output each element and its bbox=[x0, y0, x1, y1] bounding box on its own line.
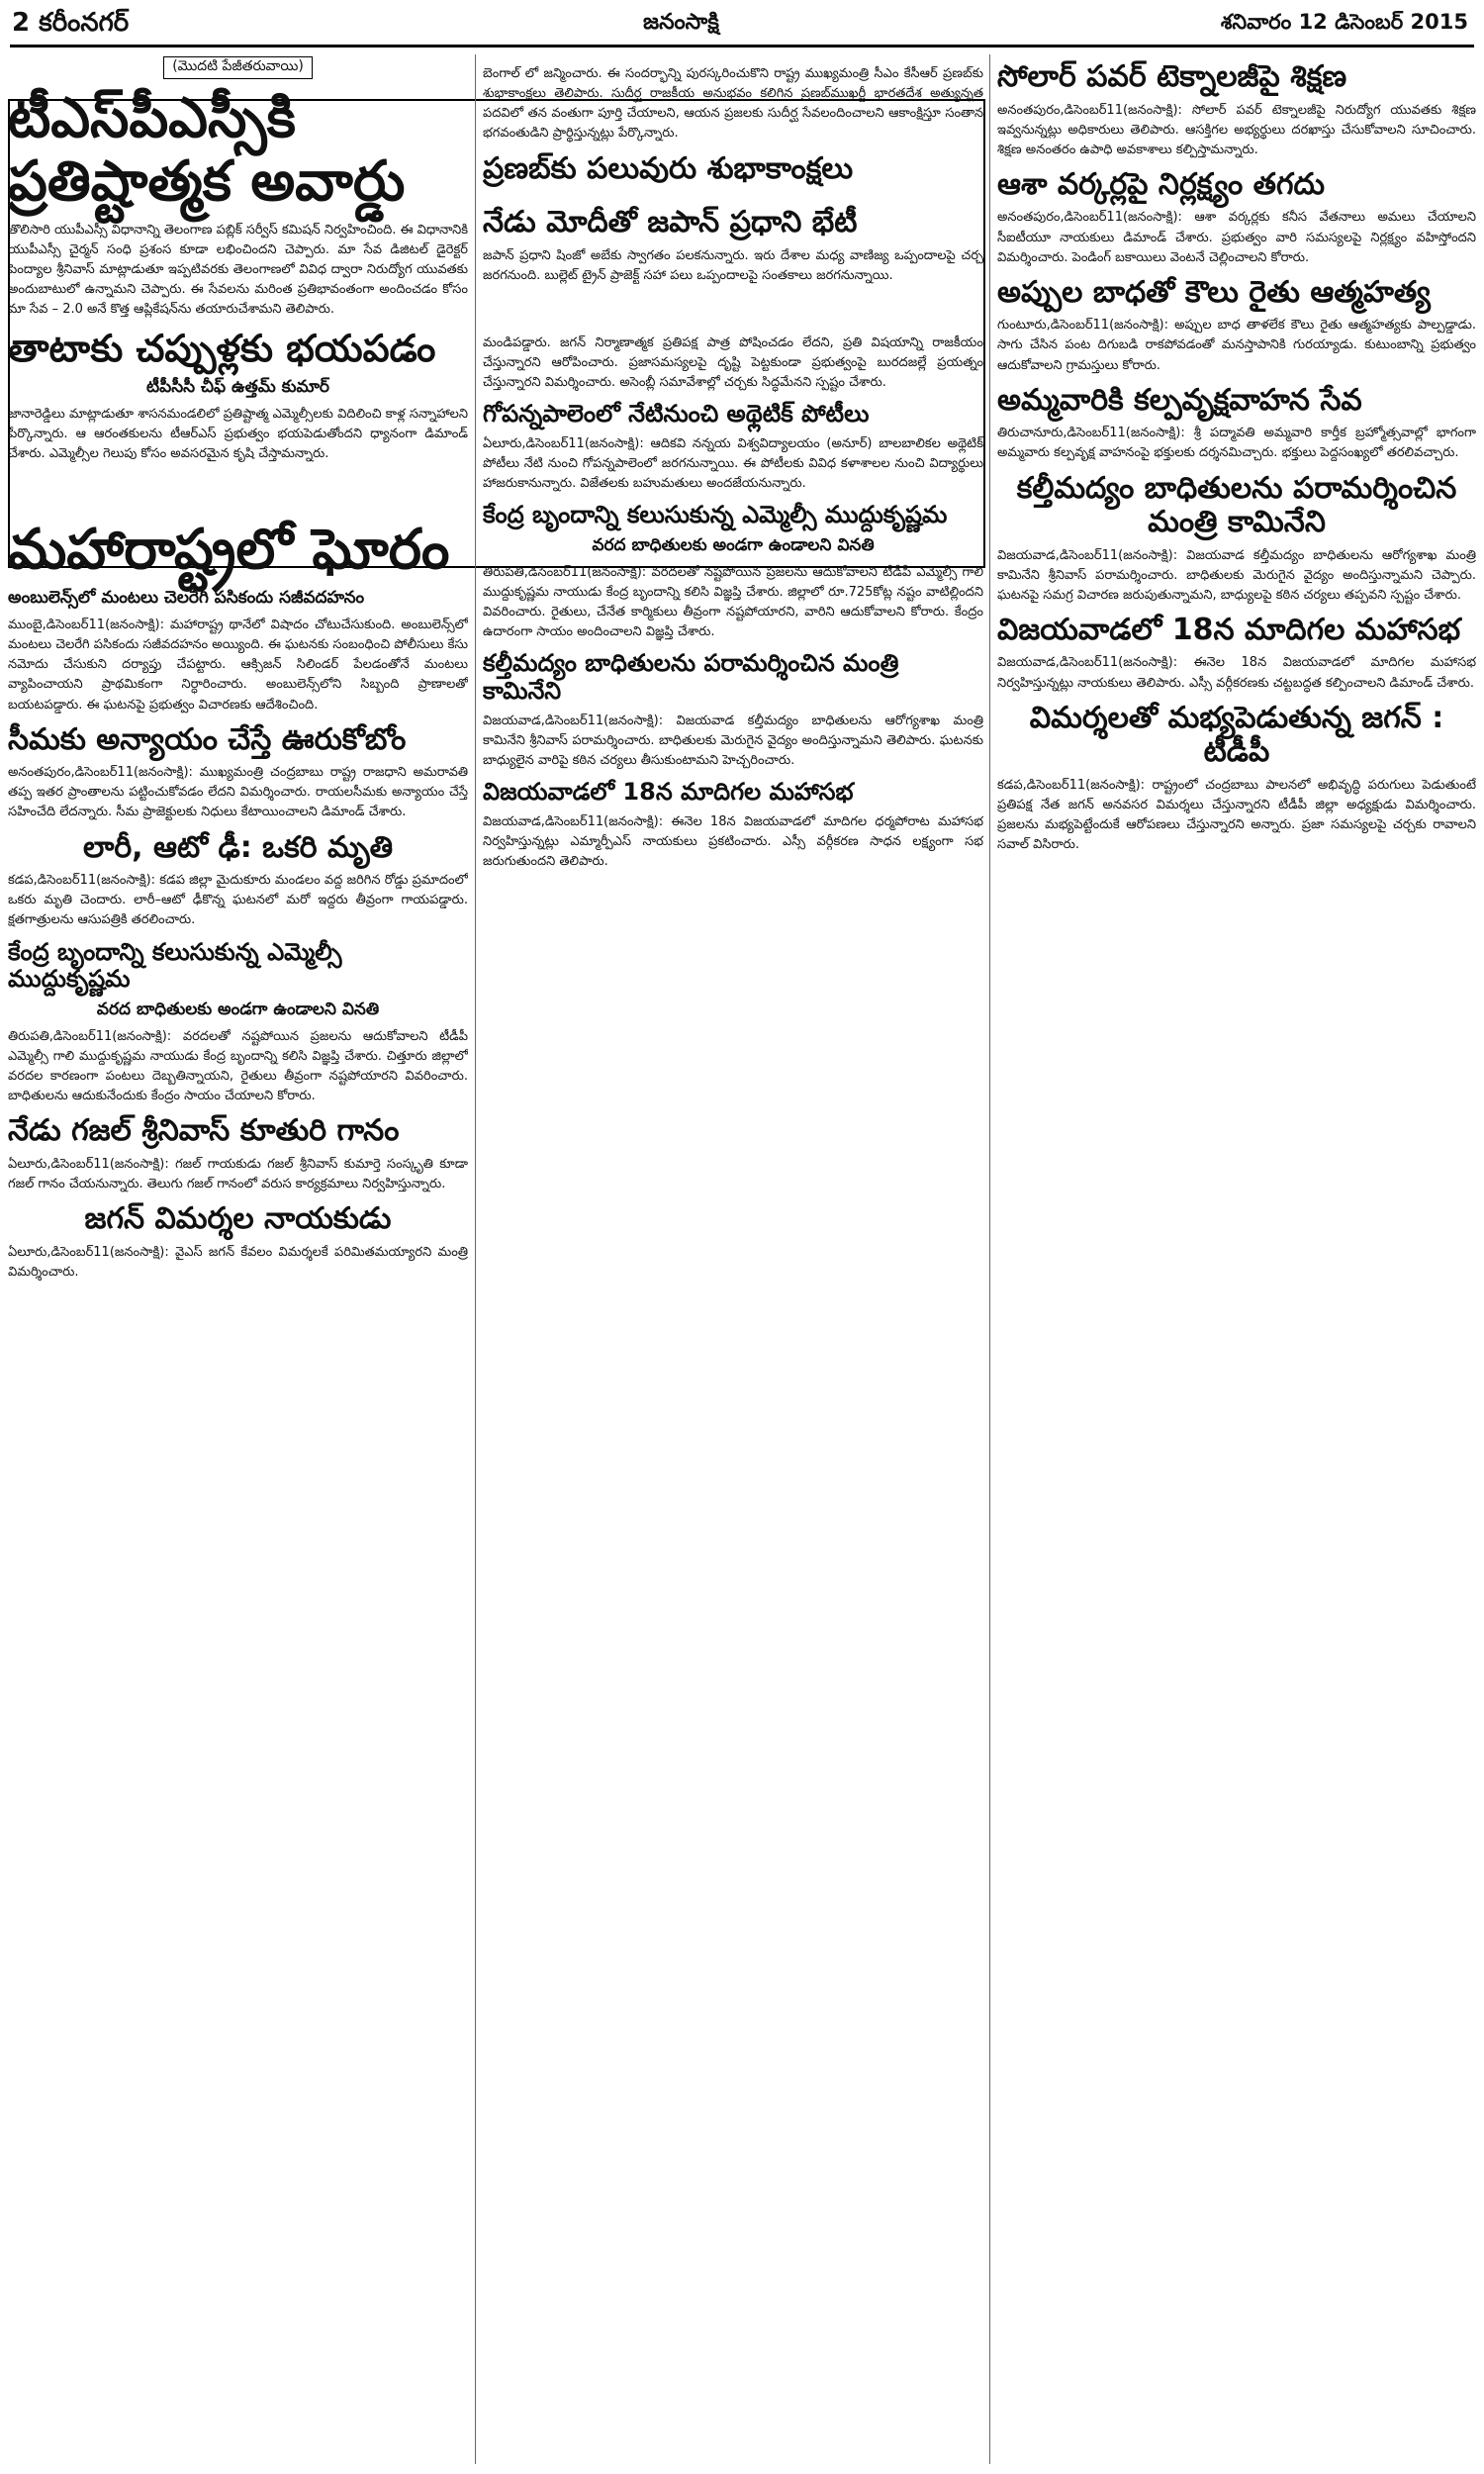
tataku-headline: తాటాకు చప్పుళ్లకు భయపడం bbox=[8, 327, 436, 371]
kendra-a-body: తిరుపతి,డిసెంబర్11(జనంసాక్షి): వరదలతో నష్టపోయిన ప్రజలను ఆదుకోవాలని టీడీపీ ఎమ్మెల్సీ గాలి ముద్దుకృష్ణమ నాయుడు కేంద్ర బృందాన్ని కలిసి విజ్ఞప్తి చేశారు. చిత్తూరు జిల్లాలో వరదల కారణంగా పంటలు దెబ్బతిన్నాయని, రైతులు తీవ్రంగా నష్టపోయారని వివరించారు. బాధితులను ఆదుకునేందుకు కేంద్రం సాయం చేయాలని కోరారు. bbox=[8, 1028, 468, 1104]
lead-continued-body: మండిపడ్డారు. జగన్ నిర్మాణాత్మక ప్రతిపక్ష పాత్ర పోషించడం లేదని, ప్రతి విషయాన్ని రాజకీయం చేస్తున్నారని ఆరోపించారు. ప్రజాసమస్యలపై దృష్టి పెట్టకుండా ప్రభుత్వంపై బురదజల్లే ప్రయత్నం చేస్తున్నారని విమర్శించారు. అసెంబ్లీ సమావేశాల్లో చర్చకు సిద్ధమేనని స్పష్టం చేశారు. bbox=[483, 334, 983, 391]
maha-headline: మహారాష్ట్రలో ఘోరం bbox=[8, 517, 450, 582]
asha-headline: ఆశా వర్కర్లపై నిర్లక్ష్యం తగదు bbox=[997, 166, 1326, 202]
amma-body: తిరుచానూరు,డిసెంబర్11(జనంసాక్షి): శ్రీ పద్మావతి అమ్మవారి కార్తీక బ్రహ్మోత్సవాల్లో భాగంగా అమ్మవారు కల్పవృక్ష వాహనంపై భక్తులకు దర్శనమిచ్చారు. భక్తులు పెద్దసంఖ్యలో తరలివచ్చారు. bbox=[997, 426, 1476, 461]
column-a bbox=[8, 54, 468, 2464]
kendra-b-body: తిరుపతి,డిసెంబర్11(జనంసాక్షి): వరదలతో నష్టపోయిన ప్రజలను ఆదుకోవాలని టీడీపీ ఎమ్మెల్సీ గాలి ముద్దుకృష్ణమ నాయుడు కేంద్ర బృందాన్ని కలిసి విజ్ఞప్తి చేశారు. జిల్లాలో రూ.725కోట్ల నష్టం వాటిల్లిందని వివరించారు. రైతులు, చేనేత కార్మికులు తీవ్రంగా నష్టపోయారని, వారిని ఆదుకోవాలని కోరారు. కేంద్రం ఉదారంగా సాయం అందించాలని విజ్ఞప్తి చేశారు. bbox=[483, 564, 983, 640]
jagan-body: ఏలూరు,డిసెంబర్11(జనంసాక్షి): వైఎస్ జగన్ కేవలం విమర్శలకే పరిమితమయ్యారని మంత్రి విమర్శించారు. bbox=[8, 1244, 468, 1280]
lorry-headline: లారీ, ఆటో ఢీ: ఒకరి మృతి bbox=[82, 829, 394, 865]
column-c bbox=[997, 54, 1476, 2464]
kendra-a-headline: కేంద్ర బృందాన్ని కలుసుకున్న ఎమ్మెల్సీ ముద్దుకృష్ణమ bbox=[8, 937, 342, 994]
kendra-a-subhead: వరద బాధితులకు అండగా ఉండాలని వినతి bbox=[96, 999, 380, 1019]
vja-c-body: విజయవాడ,డిసెంబర్11(జనంసాక్షి): ఈనెల 18న విజయవాడలో మాదిగల మహాసభ నిర్వహిస్తున్నట్లు నాయకులు తెలిపారు. ఎస్సీ వర్గీకరణకు చట్టబద్ధత కల్పించాలని డిమాండ్ చేశారు. bbox=[997, 655, 1476, 691]
tspsc-headline: టీఎస్‌పీఎస్సీకి ప్రతిష్టాత్మక అవార్డు bbox=[8, 86, 406, 215]
tdp-headline: విమర్శలతో మభ్యపెడుతున్న జగన్ : టీడీపీ bbox=[1029, 700, 1444, 770]
seema-body: అనంతపురం,డిసెంబర్11(జనంసాక్షి): ముఖ్యమంత్రి చంద్రబాబు రాష్ట్ర రాజధాని అమరావతి తప్ప ఇతర ప్రాంతాలను పట్టించుకోవడం లేదని విమర్శించారు. రాయలసీమకు అన్యాయం చేస్తే సహించేది లేదన్నారు. సీమ ప్రాజెక్టులకు నిధులు కేటాయించాలని డిమాండ్ చేశారు. bbox=[8, 765, 468, 820]
kalti-b-headline: కల్తీమద్యం బాధితులను పరామర్శించిన మంత్రి కామినేని bbox=[483, 649, 899, 706]
page-header bbox=[0, 0, 1484, 46]
pranab-headline: ప్రణబ్‌కు పలువురు శుభాకాంక్షలు bbox=[483, 150, 854, 186]
maha-subhead: అంబులెన్స్‌లో మంటలు చెలరేగి పసికందు సజీవదహనం bbox=[8, 587, 365, 608]
kendra-b-subhead: వరద బాధితులకు అండగా ఉండాలని వినతి bbox=[592, 534, 875, 555]
solar-body: అనంతపురం,డిసెంబర్11(జనంసాక్షి): సోలార్ పవర్ టెక్నాలజీపై నిరుద్యోగ యువతకు శిక్షణ ఇవ్వనున్నట్లు అధికారులు తెలిపారు. ఆసక్తిగల అభ్యర్థులు దరఖాస్తు చేసుకోవాలని సూచించారు. శిక్షణ అనంతరం ఉపాధి అవకాశాలు కల్పిస్తామన్నారు. bbox=[997, 102, 1476, 157]
modi-headline: నేడు మోదీతో జపాన్ ప్రధాని భేటీ bbox=[483, 205, 858, 240]
tdp-body: కడప,డిసెంబర్11(జనంసాక్షి): రాష్ట్రంలో చంద్రబాబు పాలనలో అభివృద్ధి పరుగులు పెడుతుంటే ప్రతిపక్ష నేత జగన్ అనవసర విమర్శలు చేస్తున్నారని టీడీపీ జిల్లా అధ్యక్షుడు విమర్శించారు. ప్రజలను మభ్యపెట్టేందుకే ఆరోపణలు చేస్తున్నారని అన్నారు. ప్రజా సమస్యలపై చర్చకు రావాలని సవాల్ విసిరారు. bbox=[997, 777, 1476, 853]
vja-c-headline: విజయవాడలో 18న మాదిగల మహాసభ bbox=[997, 612, 1461, 647]
maha-body: ముంబై,డిసెంబర్11(జనంసాక్షి): మహారాష్ట్ర థానేలో విషాదం చోటుచేసుకుంది. అంబులెన్స్‌లో మంటలు చెలరేగి పసికందు సజీవదహనం అయ్యింది. ఈ ఘటనకు సంబంధించి పోలీసులు కేసు నమోదు చేసుకుని దర్యాప్తు చేపట్టారు. ఆక్సిజన్ సిలిండర్ పేలడంతోనే మంటలు వ్యాపించాయని ప్రాథమికంగా నిర్ధారించారు. అంబులెన్స్‌లోని సిబ్బంది ప్రాణాలతో బయటపడ్డారు. ఈ ఘటనపై ప్రభుత్వం విచారణకు ఆదేశించింది. bbox=[8, 617, 468, 713]
kalti-c-headline: కల్తీమద్యం బాధితులను పరామర్శించిన మంత్రి కామినేని bbox=[1016, 470, 1457, 540]
tataku-subhead: టీపీసీసీ చీఫ్ ఉత్తమ్ కుమార్ bbox=[145, 377, 329, 398]
column-divider bbox=[475, 54, 476, 2464]
continued-kicker: (మొదటి పేజీతరువాయి) bbox=[163, 56, 313, 79]
kalti-c-body: విజయవాడ,డిసెంబర్11(జనంసాక్షి): విజయవాడ కల్తీమద్యం బాధితులను ఆరోగ్యశాఖ మంత్రి కామినేని శ్రీనివాస్ పరామర్శించారు. బాధితులకు మెరుగైన వైద్యం అందిస్తున్నామని చెప్పారు. ఘటనపై సమగ్ర విచారణ జరుపుతున్నామని, బాధ్యులపై కఠిన చర్యలు తప్పవని స్పష్టం చేశారు. bbox=[997, 547, 1476, 603]
amma-headline: అమ్మవారికి కల్పవృక్షవాహన సేవ bbox=[997, 382, 1362, 418]
ghazal-body: ఏలూరు,డిసెంబర్11(జనంసాక్షి): గజల్ గాయకుడు గజల్ శ్రీనివాస్ కుమార్తె సంస్కృతి కూడా గజల్ గానం చేయనున్నారు. తెలుగు గజల్ గానంలో వరుస కార్యక్రమాలు నిర్వహిస్తున్నారు. bbox=[8, 1156, 468, 1191]
column-divider bbox=[989, 54, 990, 2464]
kalti-b-body: విజయవాడ,డిసెంబర్11(జనంసాక్షి): విజయవాడ కల్తీమద్యం బాధితులను ఆరోగ్యశాఖ మంత్రి కామినేని శ్రీనివాస్ పరామర్శించారు. బాధితులకు మెరుగైన వైద్యం అందిస్తున్నామని తెలిపారు. ఘటనకు బాధ్యులైన వారిపై కఠిన చర్యలు తీసుకుంటామని హెచ్చరించారు. bbox=[483, 713, 983, 768]
page-label: 2 కరీంనగర్ bbox=[12, 8, 130, 38]
lorry-body: కడప,డిసెంబర్11(జనంసాక్షి): కడప జిల్లా మైదుకూరు మండలం వద్ద జరిగిన రోడ్డు ప్రమాదంలో ఒకరు మృతి చెందారు. లారీ–ఆటో ఢీకొన్న ఘటనలో మరో ఇద్దరు తీవ్రంగా గాయపడ్డారు. క్షతగాత్రులను ఆసుపత్రికి తరలించారు. bbox=[8, 873, 468, 928]
athletic-body: ఏలూరు,డిసెంబర్11(జనంసాక్షి): ఆదికవి నన్నయ విశ్వవిద్యాలయం (అనూర్) బాలబాలికల అథ్లెటిక్ పోటీలు నేటి నుంచి గోపన్నపాలెంలో జరగనున్నాయి. ఈ పోటీలకు వివిధ కళాశాలల నుంచి విద్యార్థులు హాజరుకానున్నారు. విజేతలకు బహుమతులు అందజేయనున్నారు. bbox=[483, 435, 983, 492]
seema-headline: సీమకు అన్యాయం చేస్తే ఊరుకోబోం bbox=[8, 721, 407, 757]
header-rule bbox=[10, 45, 1474, 48]
masthead-logo: జనంసాక్షి bbox=[643, 10, 719, 35]
jagan-headline: జగన్ విమర్శల నాయకుడు bbox=[84, 1201, 392, 1237]
vja-b-body: విజయవాడ,డిసెంబర్11(జనంసాక్షి): ఈనెల 18న విజయవాడలో మాదిగల ధర్మపోరాట మహాసభ నిర్వహిస్తున్నట్లు ఎమ్మార్పీఎస్ నాయకులు ప్రకటించారు. ఎస్సీ వర్గీకరణ సాధన లక్ష్యంగా సభ జరుగుతుందని తెలిపారు. bbox=[483, 813, 983, 869]
tataku-body: జానారెడ్డిలు మాట్లాడుతూ శాసనమండలిలో ప్రతిష్టాత్మ ఎమ్మెల్సీలకు విదిలించి కాళ్ల సన్నాహాలని పేర్కొన్నారు. ఆ ఆరంతకులను టీఆర్ఎస్ ప్రభుత్వం భయపెడుతోందని ధ్యానంగా డిమాండ్ చేశారు. ఎమ్మెల్సీల గెలుపు కోసం అవసరమైన కృషి చేస్తామన్నారు. bbox=[8, 407, 468, 462]
solar-headline: సోలార్ పవర్ టెక్నాలజీపై శిక్షణ bbox=[997, 59, 1347, 94]
issue-date: శనివారం 12 డిసెంబర్ 2015 bbox=[1220, 10, 1468, 34]
vja-b-headline: విజయవాడలో 18న మాదిగల మహాసభ bbox=[483, 778, 854, 807]
ghazal-headline: నేడు గజల్ శ్రీనివాస్ కూతురి గానం bbox=[8, 1113, 400, 1149]
kendra-b-headline: కేంద్ర బృందాన్ని కలుసుకున్న ఎమ్మెల్సీ ముద్దుకృష్ణమ bbox=[483, 501, 948, 529]
farmer-body: గుంటూరు,డిసెంబర్11(జనంసాక్షి): అప్పుల బాధ తాళలేక కౌలు రైతు ఆత్మహత్యకు పాల్పడ్డాడు. సాగు చేసిన పంట దిగుబడి రాకపోవడంతో మనస్తాపానికి గురయ్యాడు. కుటుంబాన్ని ప్రభుత్వం ఆదుకోవాలని గ్రామస్తులు కోరారు. bbox=[997, 318, 1476, 373]
column-b bbox=[483, 54, 983, 2464]
tspsc-body: తొలిసారి యుపీఎస్సీ విధానాన్ని తెలంగాణ పబ్లిక్ సర్వీస్ కమిషన్ నిర్వహించింది. ఈ విధానానికి యుపీఎస్సీ చైర్మన్ సంధి ప్రశంస కూడా లభించిందని చెప్పారు. మా సేవ డిజిటల్ డైరెక్టర్ పెంద్యాల శ్రీనివాస్ మాట్లాడుతూ ఇప్పటివరకు తెలంగాణలో వివిధ ద్వారా నిరుద్యోగ యువతకు అందుబాటులో ఉన్నామని చెప్పారు. ఈ సేవలను మరింత ప్రతిభావంతంగా అందించడం కోసం మా సేవ – 2.0 అనే కొత్త ఆప్లికేషన్‌ను తయారుచేశామని తెలిపారు. bbox=[8, 222, 468, 318]
farmer-headline: అప్పుల బాధతో కౌలు రైతు ఆత్మహత్య bbox=[997, 274, 1431, 310]
pranab-body: బెంగాల్ లో జన్మించారు. ఈ సందర్భాన్ని పురస్కరించుకొని రాష్ట్ర ముఖ్యమంత్రి సీఎం కేసీఆర్ ప్రణబ్‌కు శుభాకాంక్షలు తెలిపారు. సుదీర్ఘ రాజకీయ అనుభవం కలిగిన ప్రణబ్‌ముఖర్జీ భారతదేశ అత్యున్నత పదవిలో తన వంతుగా పూర్తి చేయాలని, ఆయన ప్రజలకు సుదీర్ఘ సేవలందించాలని ఆకాంక్షిస్తూ సంతాన భగవంతుడిని ప్రార్థిస్తున్నట్లు పేర్కొన్నారు. bbox=[483, 66, 983, 142]
asha-body: అనంతపురం,డిసెంబర్11(జనంసాక్షి): ఆశా వర్కర్లకు కనీస వేతనాలు అమలు చేయాలని సీఐటీయూ నాయకులు డిమాండ్ చేశారు. ప్రభుత్వం వారి సమస్యలపై నిర్లక్ష్యం వహిస్తోందని విమర్శించారు. పెండింగ్ బకాయిలు వెంటనే చెల్లించాలని కోరారు. bbox=[997, 210, 1476, 265]
athletic-headline: గోపన్నపాలెంలో నేటినుంచి అథ్లెటిక్ పోటీలు bbox=[483, 400, 870, 428]
modi-body: జపాన్ ప్రధాని షింజో అబేకు స్వాగతం పలకనున్నారు. ఇరు దేశాల మధ్య వాణిజ్య ఒప్పందాలపై చర్చ జరగనుంది. బుల్లెట్ ట్రైన్ ప్రాజెక్ట్ సహా పలు ఒప్పందాలపై సంతకాలు జరగనున్నాయి. bbox=[483, 247, 983, 283]
